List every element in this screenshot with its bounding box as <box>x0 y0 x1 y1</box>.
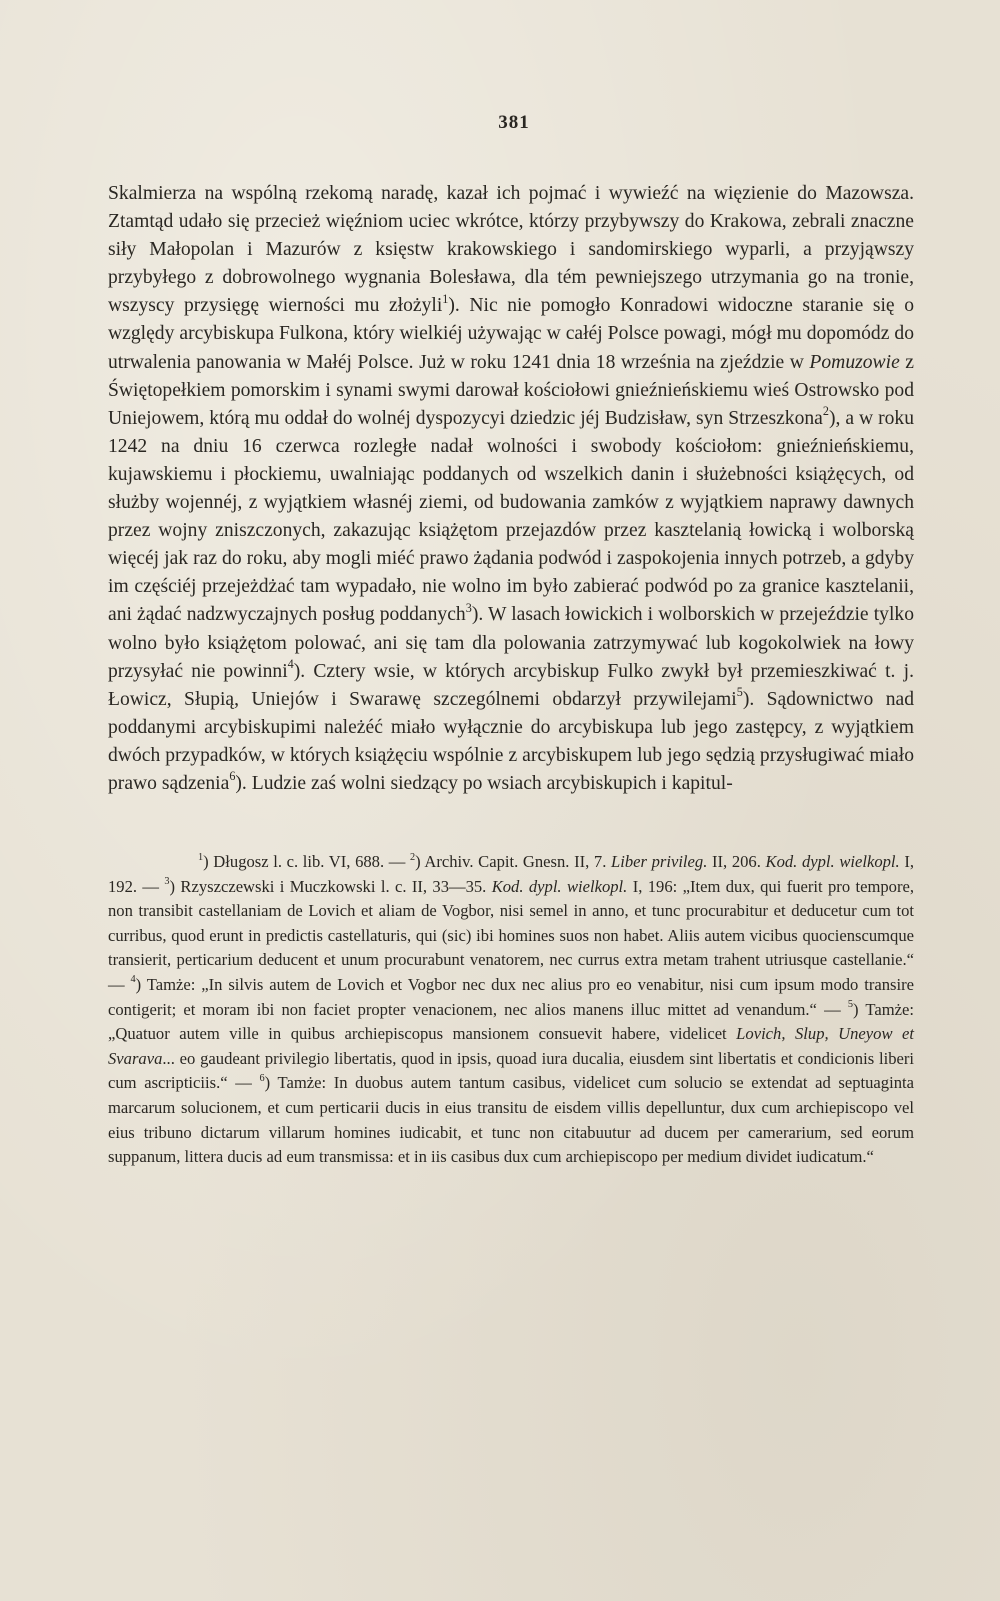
text-run: ) Tamże: „In silvis autem de Lovich et Vogbor nec dux nec alius pro eo venabitur, nisi cum ipsum modo transire contigerit; et moram ibi non faciet propter venacionem, nec alios manens illuc mittet ad venandum.“ — <box>108 975 914 1019</box>
footnote-marker: 4 <box>287 656 294 671</box>
footnote-marker: 4 <box>130 974 136 986</box>
footnote-marker: 6 <box>229 769 236 784</box>
text-run: ) Długosz l. c. lib. VI, 688. — <box>203 852 410 872</box>
footnote-marker: 2 <box>822 404 829 419</box>
text-run: II, 206. <box>707 852 766 872</box>
text-run: ), a w roku 1242 na dniu 16 czerwca rozległe nadał wolności i swobody kościołom: gnieźnieńskiemu, kujawskiemu i płockiemu, uwalniając poddanych od wszelkich danin i służebności książęcych, od służby wojennéj, z wyjątkiem własnéj ziemi, od budowania zamków z wyjątkiem naprawy dawnych przez wojny zniszczonych, zakazując książętom przejazdów przez kasztelanią łowicką i wolborską więcéj jak raz do roku, aby mogli miéć prawo żądania podwód i zaspokojenia innych potrzeb, a gdyby im częściéj przejeżdżać tam wypadało, nie wolno im było zabierać podwód po za granice kasztelanii, ani żądać nadzwyczajnych posług poddanych <box>108 407 914 626</box>
footnote-marker: 5 <box>736 684 743 699</box>
text-run: ) Tamże: „Quatuor autem ville in quibus archiepiscopus mansionem consuevit habere, videlicet <box>108 999 915 1044</box>
italic-text: Pomuzowie <box>809 351 900 373</box>
italic-text: Kod. dypl. wielkopl. <box>765 852 900 872</box>
footnote-marker: 5 <box>847 999 853 1011</box>
italic-text: Liber privileg. <box>611 852 708 872</box>
text-run: ). Sądownictwo nad poddanymi arcybiskupimi należéć miało wyłącznie do arcybiskupa lub jego zastępcy, z wyjątkiem dwóch przypadków, w których książęciu wspólnie z arcybiskupem lub jego sędzią przysługiwać miało prawo sądzenia <box>108 688 914 794</box>
footnotes-text <box>108 850 914 1170</box>
text-run: ... eo gaudeant privilegio libertatis, quod in ipsis, quoad iura ducalia, eiusdem sint libertatis et condicionis liberi cum ascripticiis.“ — <box>108 1048 914 1093</box>
italic-text: Lovich, Slup, Uneyow et Svarava <box>108 1024 914 1068</box>
footnotes-section <box>108 850 914 1170</box>
book-page <box>108 112 914 1170</box>
text-run: z Świętopełkiem pomorskim i synami swymi darował kościołowi gnieźnieńskiemu wieś Ostrowsko pod Uniejowem, którą mu oddał do wolnéj dyspozycyi dziedzic jéj Budzisław, syn Strzeszkona <box>108 351 914 429</box>
italic-text: Kod. dypl. wielkopl. <box>491 876 628 896</box>
text-run: ). W lasach łowickich i wolborskich w przejeździe tylko wolno było książętom polować, ani się tam dla polowania zatrzymywać lub kogokolwiek na łowy przysyłać nie powinni <box>108 604 915 682</box>
footnote-marker: 3 <box>164 876 170 888</box>
footnote-marker: 1 <box>198 851 204 863</box>
footnote-marker: 3 <box>465 600 472 615</box>
text-run: ). Cztery wsie, w których arcybiskup Fulko zwykł był przemieszkiwać t. j. Łowicz, Słupią, Uniejów i Swarawę szczególnemi obdarzył przywilejami <box>108 660 914 710</box>
text-run: ) Tamże: In duobus autem tantum casibus, videlicet cum solucio se extendat ad septuaginta marcarum solucionem, et cum perticarii ducis in eius transitu de eisdem villis depelluntur, dux cum archiepiscopo vel eius tribuno dictarum villarum homines iudicabit, et tunc non citabuutur ad ducem per camerarium, sed eorum suppanum, littera ducis ad eum transmissa: et in iis casibus dux cum archiepiscopo per medium dividet iudicatum.“ <box>108 1073 914 1167</box>
text-run: Skalmierza na wspólną rzekomą naradę, kazał ich pojmać i wywieźć na więzienie do Mazowsza. Ztamtąd udało się przecież więźniom uciec wkrótce, którzy przybywszy do Krakowa, zebrali znaczne siły Małopolan i Mazurów z księstw krakowskiego i sandomirskiego wyparli, a przyjąwszy przybyłego z dobrowolnego wygnania Bolesława, dla tém pewniejszego utrzymania go na tronie, wszyscy przysięgę wierności mu złożyli <box>108 183 914 317</box>
footnote-marker: 6 <box>259 1072 265 1084</box>
main-paragraph <box>108 180 914 798</box>
page-number: 381 <box>498 112 530 133</box>
text-run: ). Ludzie zaś wolni siedzący po wsiach arcybiskupich i kapitul- <box>235 772 733 794</box>
text-run: ). Nic nie pomogło Konradowi widoczne staranie się o względy arcybiskupa Fulkona, który wielkiéj używając w całéj Polsce powagi, mógł mu dopomódz do utrwalenia panowania w Małéj Polsce. Już w roku 1241 dnia 18 września na zjeździe w <box>108 295 914 373</box>
text-run: I, 196: „Item dux, qui fuerit pro tempore, non transibit castellaniam de Lovich et aliam de Vogbor, nisi semel in anno, et tunc procurabitur et deducetur cum tot curribus, quod erunt in predictis castellaturis, qui (sic) ibi homines suos non habet. Aliis autem vicibus quocienscumque transierit, perticarium deducent et unum procurabunt venatorem, nec currus extra metam trahent utriusque castellanie.“ — <box>108 876 915 995</box>
footnote-marker: 1 <box>442 291 449 306</box>
text-run: I, 192. — <box>108 852 914 896</box>
footnote-marker: 2 <box>409 851 416 863</box>
text-run: ) Archiv. Capit. Gnesn. II, 7. <box>415 852 611 872</box>
text-run: ) Rzyszczewski i Muczkowski l. c. II, 33—35. <box>169 876 492 896</box>
